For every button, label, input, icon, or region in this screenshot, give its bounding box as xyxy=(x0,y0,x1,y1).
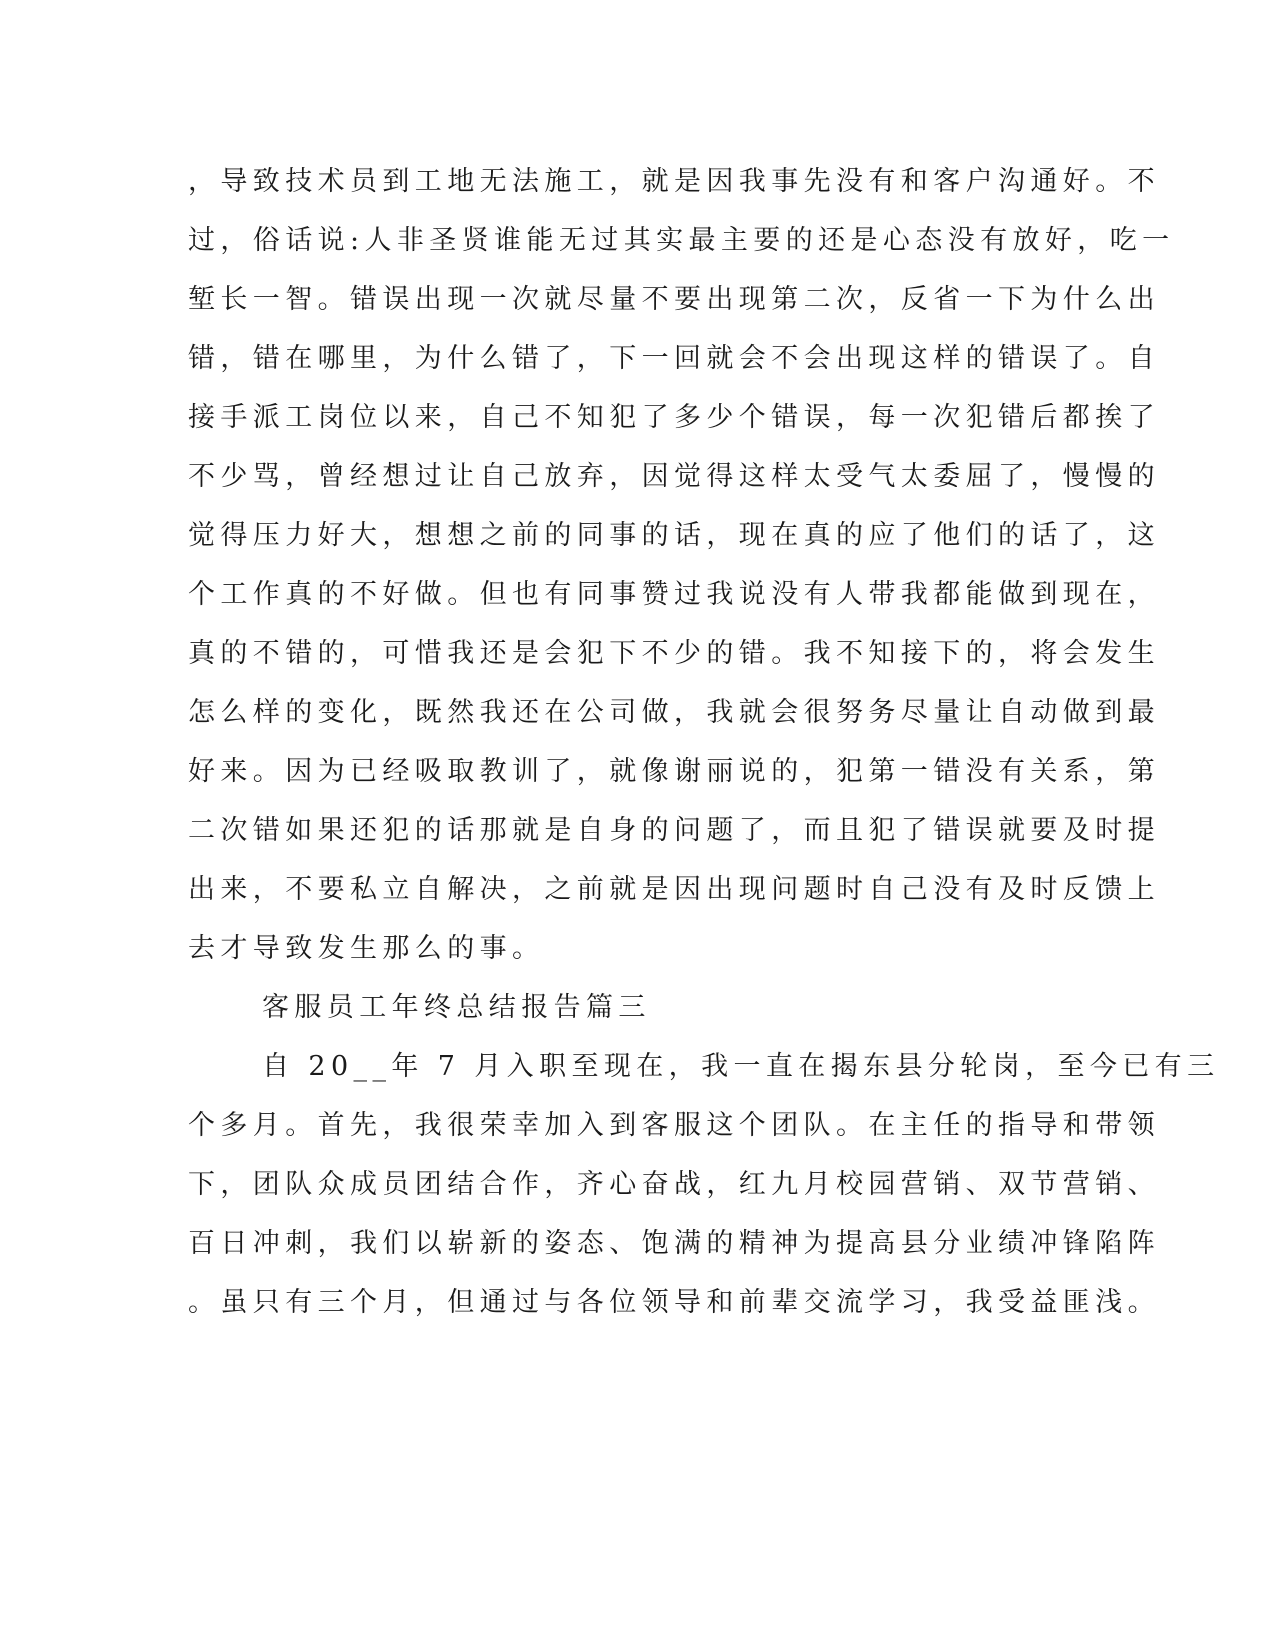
paragraph-1-line: 接手派工岗位以来，自己不知犯了多少个错误，每一次犯错后都挨了 xyxy=(188,402,1160,433)
paragraph-2-line: 百日冲刺，我们以崭新的姿态、饱满的精神为提高县分业绩冲锋陷阵 xyxy=(188,1228,1160,1259)
paragraph-1-line: 去才导致发生那么的事。 xyxy=(188,933,545,964)
paragraph-1-line: 二次错如果还犯的话那就是自身的问题了，而且犯了错误就要及时提 xyxy=(188,815,1160,846)
paragraph-1-line: 真的不错的，可惜我还是会犯下不少的错。我不知接下的，将会发生 xyxy=(188,638,1160,669)
paragraph-1-line: 出来，不要私立自解决，之前就是因出现问题时自己没有及时反馈上 xyxy=(188,874,1160,905)
paragraph-2-line: 自 20__年 7 月入职至现在，我一直在揭东县分轮岗，至今已有三 xyxy=(262,1051,1220,1082)
paragraph-1-line: 觉得压力好大，想想之前的同事的话，现在真的应了他们的话了，这 xyxy=(188,520,1160,551)
paragraph-2-line: 。虽只有三个月，但通过与各位领导和前辈交流学习，我受益匪浅。 xyxy=(188,1287,1160,1318)
paragraph-1-line: 过，俗话说:人非圣贤谁能无过其实最主要的还是心态没有放好，吃一 xyxy=(188,225,1175,256)
paragraph-1-line: 好来。因为已经吸取教训了，就像谢丽说的，犯第一错没有关系，第 xyxy=(188,756,1160,787)
paragraph-1-line: 堑长一智。错误出现一次就尽量不要出现第二次，反省一下为什么出 xyxy=(188,284,1160,315)
section-heading: 客服员工年终总结报告篇三 xyxy=(262,992,651,1023)
paragraph-1-line: 怎么样的变化，既然我还在公司做，我就会很努务尽量让自动做到最 xyxy=(188,697,1160,728)
paragraph-1-line: ，导致技术员到工地无法施工，就是因我事先没有和客户沟通好。不 xyxy=(188,166,1160,197)
paragraph-2-line: 下，团队众成员团结合作，齐心奋战，红九月校园营销、双节营销、 xyxy=(188,1169,1160,1200)
paragraph-1-line: 个工作真的不好做。但也有同事赞过我说没有人带我都能做到现在， xyxy=(188,579,1160,610)
paragraph-1-line: 错，错在哪里，为什么错了，下一回就会不会出现这样的错误了。自 xyxy=(188,343,1160,374)
paragraph-1-line: 不少骂，曾经想过让自己放弃，因觉得这样太受气太委屈了，慢慢的 xyxy=(188,461,1160,492)
paragraph-2-line: 个多月。首先，我很荣幸加入到客服这个团队。在主任的指导和带领 xyxy=(188,1110,1160,1141)
